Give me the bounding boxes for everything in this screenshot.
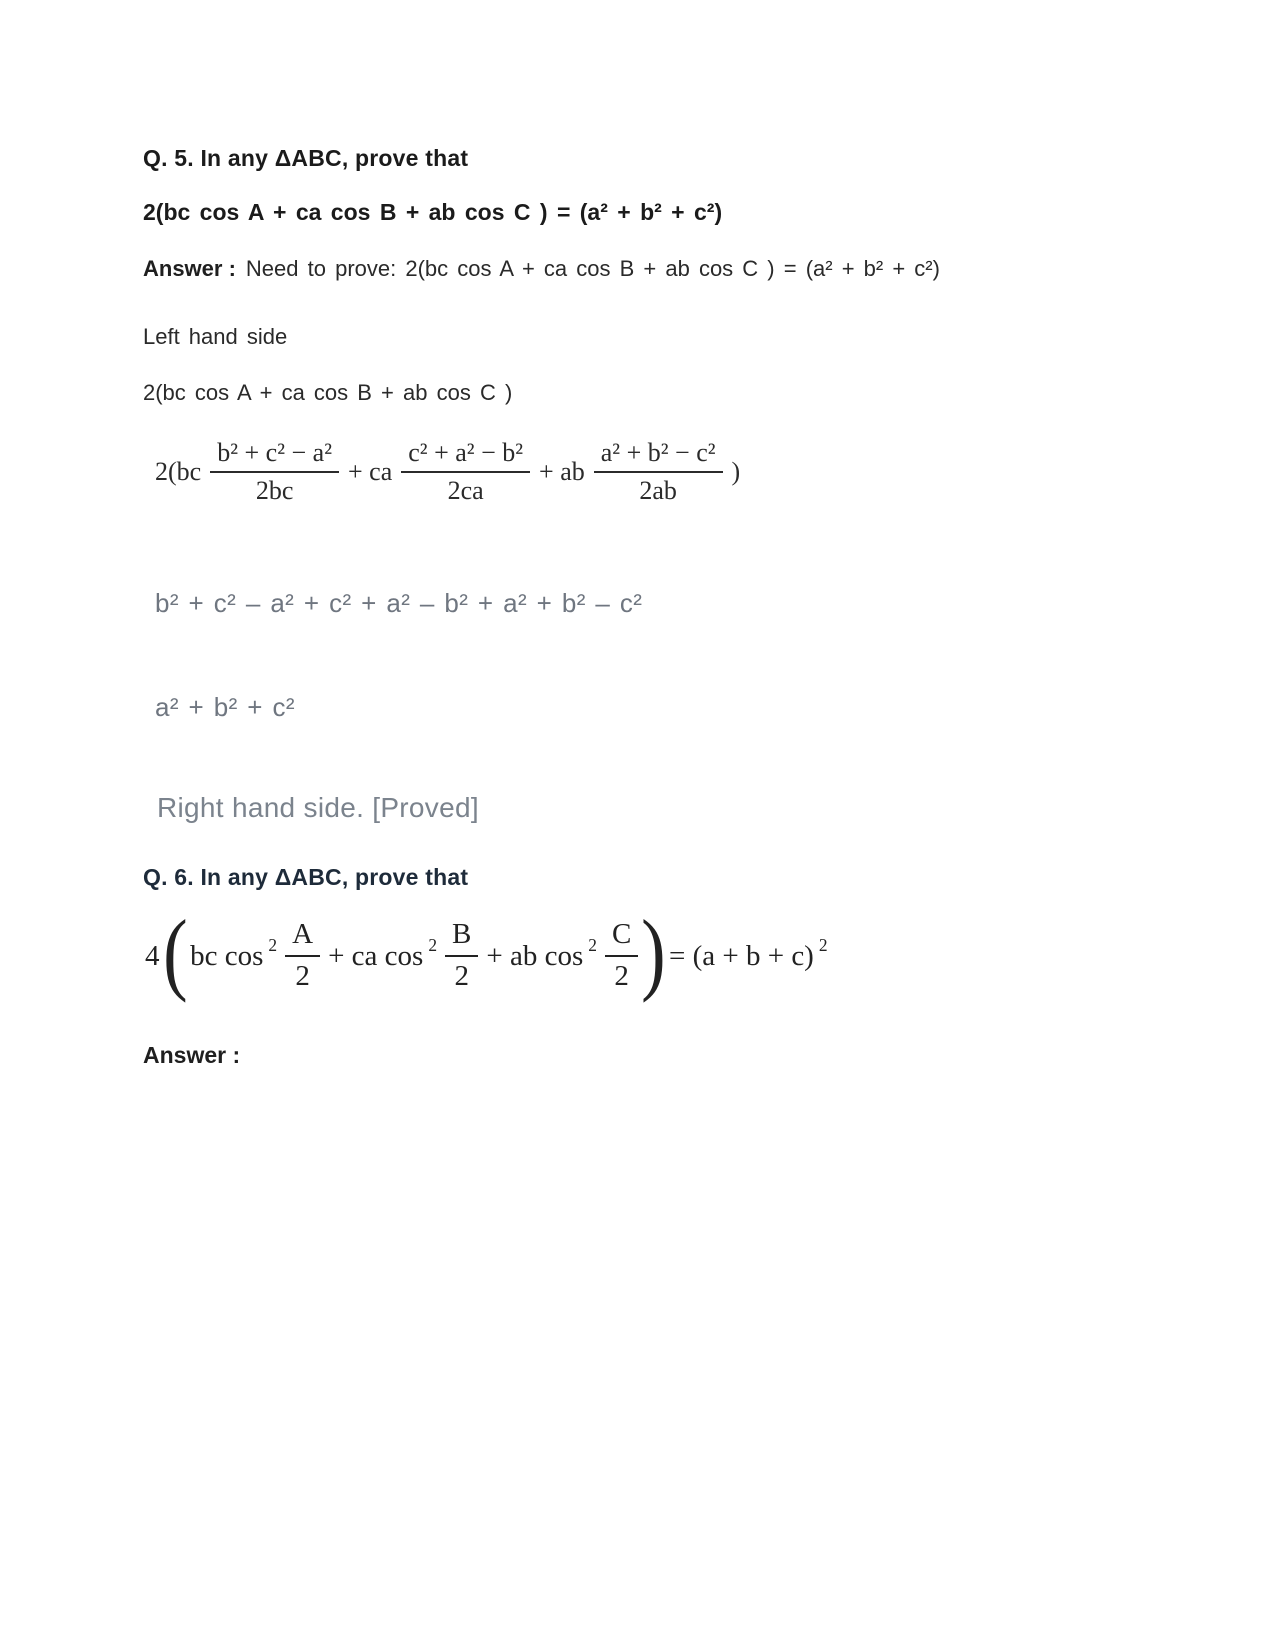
fraction-denominator: 2ca	[447, 475, 484, 505]
q6-heading: Q. 6. In any ΔABC, prove that	[143, 864, 469, 890]
q5-conclusion: Right hand side. [Proved]	[157, 792, 479, 823]
q5-answer-line	[143, 256, 940, 282]
fraction-numerator: b² + c² − a²	[217, 438, 332, 467]
fraction-numerator: C	[611, 918, 632, 951]
q6-fraction-2	[445, 916, 478, 995]
fraction-bar	[605, 955, 638, 957]
q5-step1-operator-2: + ab	[539, 456, 585, 486]
q5-answer-text: Need to prove: 2(bc cos A + ca cos B + ab cos C ) = (a² + b² + c²)	[245, 256, 940, 281]
fraction-denominator: 2bc	[255, 475, 294, 505]
q6-term1-sup: 2	[268, 935, 278, 956]
q6-rhs: = (a + b + c)	[668, 939, 814, 972]
q5-step1-equation	[155, 436, 740, 508]
q6-coefficient: 4	[145, 939, 160, 972]
fraction-numerator: c² + a² − b²	[408, 438, 524, 467]
q5-heading: Q. 5. In any ΔABC, prove that	[143, 145, 469, 171]
fraction-numerator: B	[452, 918, 472, 951]
q5-step1-fraction-3	[594, 436, 723, 508]
q6-equation	[145, 901, 828, 1003]
q6-term2-sup: 2	[428, 935, 438, 956]
q5-lhs-expr: 2(bc cos A + ca cos B + ab cos C )	[143, 380, 513, 405]
q5-statement: 2(bc cos A + ca cos B + ab cos C ) = (a² + b² + c²)	[143, 199, 723, 225]
fraction-denominator: 2ab	[639, 475, 677, 505]
q5-step2-equation: b² + c² – a² + c² + a² – b² + a² + b² – c²	[155, 588, 643, 618]
q6-term1: bc cos	[190, 939, 264, 972]
fraction-denominator: 2	[295, 960, 310, 992]
q6-fraction-3	[605, 916, 638, 995]
close-paren: )	[641, 901, 666, 1003]
q5-step1-suffix: )	[731, 456, 741, 486]
fraction-denominator: 2	[454, 960, 469, 992]
q5-step1-fraction-1	[210, 436, 339, 508]
fraction-bar	[285, 955, 320, 957]
q6-fraction-1	[285, 916, 320, 995]
q5-answer-label: Answer :	[143, 256, 236, 281]
q5-lhs-label: Left hand side	[143, 324, 288, 349]
fraction-numerator: A	[292, 918, 314, 951]
fraction-bar	[445, 955, 478, 957]
q5-step1-prefix: 2(bc	[155, 456, 202, 486]
fraction-numerator: a² + b² − c²	[600, 438, 716, 467]
q5-step1-operator-1: + ca	[348, 456, 393, 486]
q6-answer-line	[143, 1042, 240, 1069]
q6-rhs-sup: 2	[818, 935, 828, 956]
q5-step3-equation: a² + b² + c²	[155, 692, 295, 722]
fraction-bar	[401, 471, 530, 473]
q6-term3: + ab cos	[486, 939, 584, 972]
q6-term2: + ca cos	[328, 939, 424, 972]
fraction-bar	[594, 471, 723, 473]
q6-term3-sup: 2	[588, 935, 597, 956]
fraction-denominator: 2	[614, 960, 629, 992]
open-paren: (	[162, 901, 188, 1003]
q6-answer-label: Answer :	[143, 1042, 241, 1068]
fraction-bar	[210, 471, 339, 473]
q5-step1-fraction-2	[401, 436, 530, 508]
